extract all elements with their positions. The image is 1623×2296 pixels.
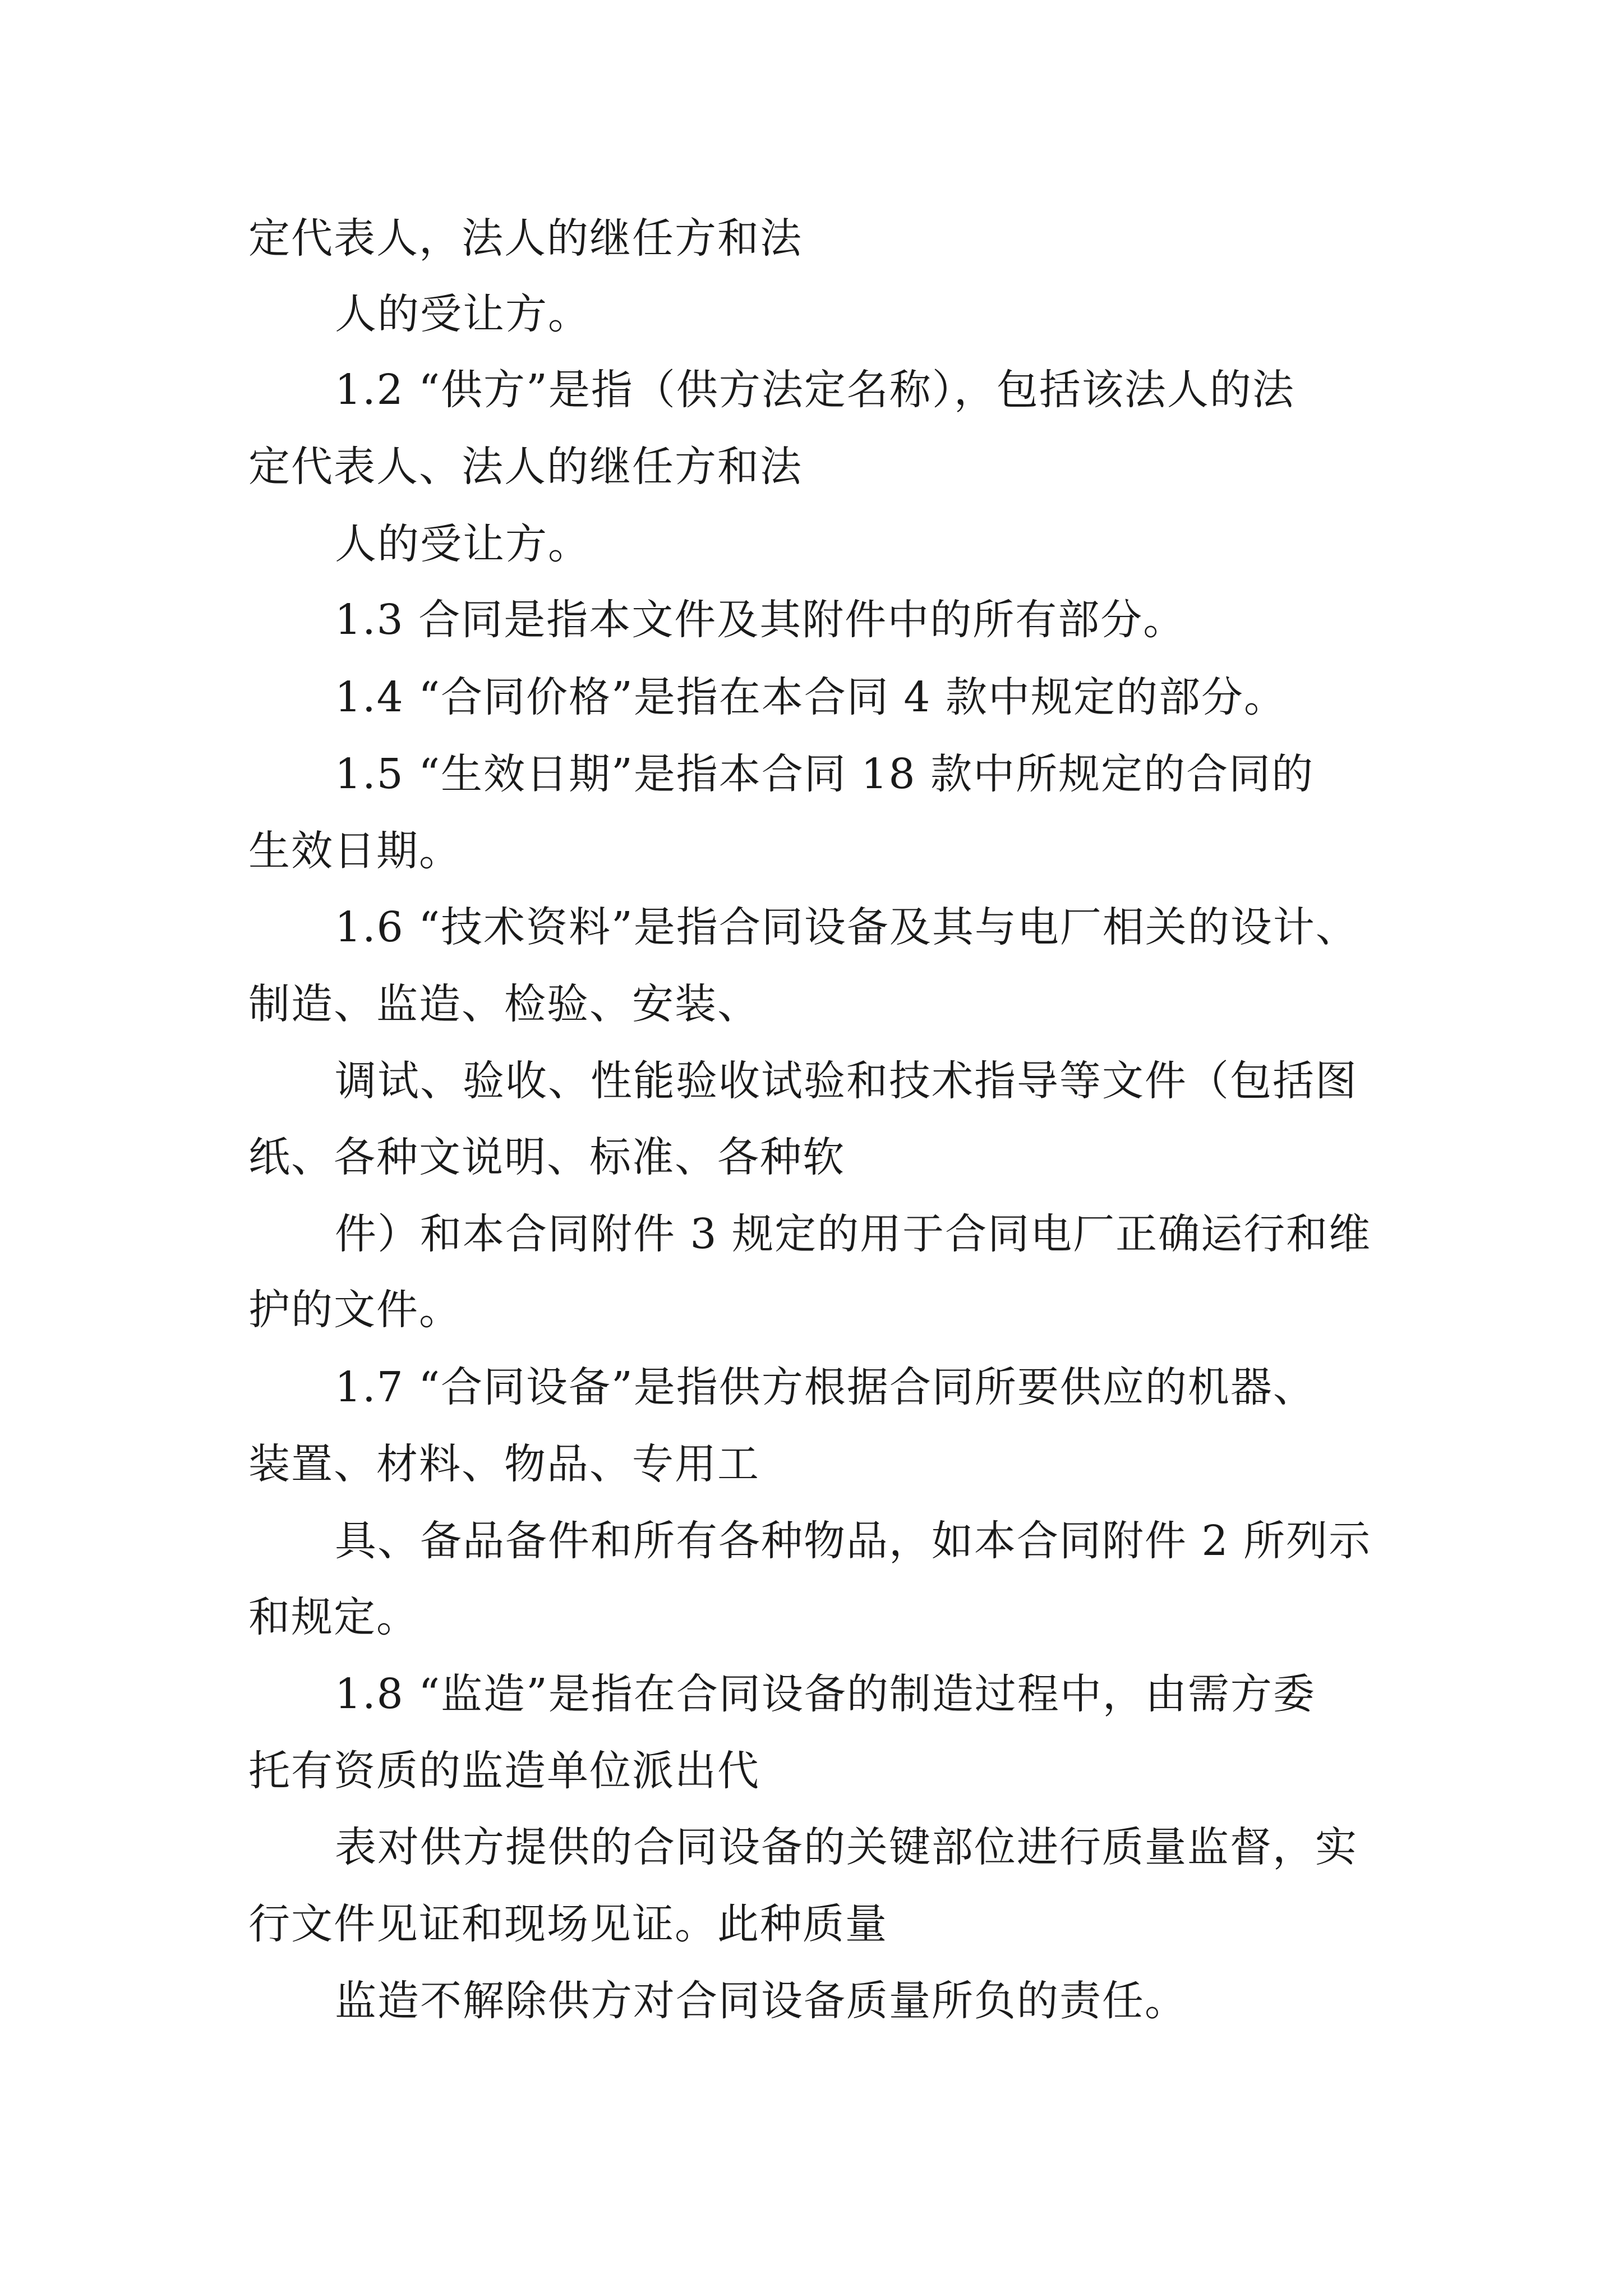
text-line: 定代表人、法人的继任方和法 [248,443,803,491]
text-line: 1.5 “生效日期”是指本合同 18 款中所规定的合同的 [335,750,1315,798]
text-line: 护的文件。 [248,1286,462,1334]
text-line: 表对供方提供的合同设备的关键部位进行质量监督，实 [335,1823,1358,1871]
text-line: 调试、验收、性能验收试验和技术指导等文件（包括图 [335,1057,1358,1105]
text-line: 1.2 “供方”是指（供方法定名称），包括该法人的法 [335,366,1295,414]
text-line: 行文件见证和现场见证。此种质量 [248,1900,888,1948]
text-line: 1.6 “技术资料”是指合同设备及其与电厂相关的设计、 [335,903,1358,951]
text-line: 人的受让方。 [335,290,591,338]
text-line: 人的受让方。 [335,520,591,568]
text-line: 和规定。 [248,1593,419,1641]
text-line: 监造不解除供方对合同设备质量所负的责任。 [335,1977,1187,2025]
text-line: 装置、材料、物品、专用工 [248,1440,760,1488]
text-line: 1.3 合同是指本文件及其附件中的所有部分。 [335,596,1186,644]
text-line: 1.4 “合同价格”是指在本合同 4 款中规定的部分。 [335,673,1287,721]
text-line: 具、备品备件和所有各种物品，如本合同附件 2 所列示 [335,1517,1372,1565]
text-line: 纸、各种文说明、标准、各种软 [248,1133,845,1181]
text-line: 制造、监造、检验、安装、 [248,980,760,1028]
text-line: 定代表人，法人的继任方和法 [248,214,803,263]
text-line: 1.7 “合同设备”是指供方根据合同所要供应的机器、 [335,1363,1316,1411]
text-line: 托有资质的监造单位派出代 [248,1747,760,1795]
text-line: 件）和本合同附件 3 规定的用于合同电厂正确运行和维 [335,1210,1372,1258]
text-line: 生效日期。 [248,827,462,875]
text-line: 1.8 “监造”是指在合同设备的制造过程中，由需方委 [335,1670,1316,1718]
